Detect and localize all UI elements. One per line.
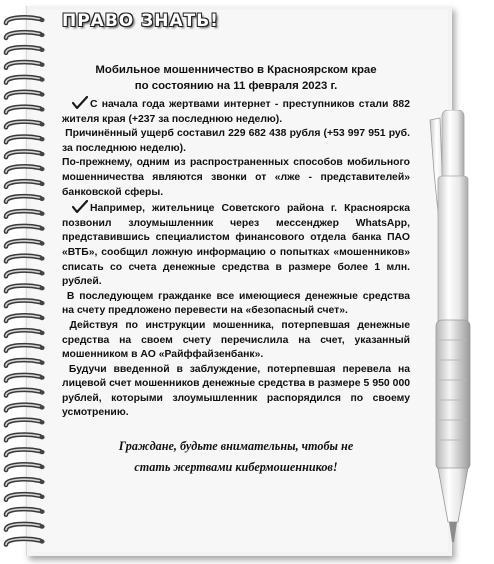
binding-hole [39, 122, 44, 126]
binding-hole [39, 256, 44, 260]
heading-line-2: по состоянию на 11 февраля 2023 г. [134, 80, 338, 92]
checkmark-icon [72, 96, 88, 109]
paragraph-7 [62, 363, 410, 421]
closing-line-1: Граждане, будьте внимательны, чтобы не [118, 439, 354, 454]
binding-hole [39, 241, 44, 245]
binding-hole [39, 63, 44, 67]
binding-hole [39, 48, 44, 52]
paragraph-2-text: Причинённый ущерб составил 229 682 438 рубля (+53 997 951 руб. за последнюю неделю). [62, 128, 410, 154]
paragraph-4-text: Например, жительнице Советского района г. Красноярска позвонил злоумышленник через мессенджер WhatsApp, представившись специалистом финансового отдела банка ПАО «ВТБ», сообщил ложную информацию о попытках «мошенников» списать со счета денежные средства в размере более 1 млн. рублей. [62, 203, 410, 288]
paragraph-5 [62, 290, 410, 319]
binding-hole [39, 480, 44, 484]
spiral-binding-icon [0, 14, 50, 554]
binding-hole [39, 182, 44, 186]
binding-hole [39, 495, 44, 499]
binding-hole [39, 420, 44, 424]
binding-hole [39, 212, 44, 216]
binding-hole [39, 271, 44, 275]
binding-hole [39, 197, 44, 201]
paragraph-2 [62, 127, 410, 156]
binding-hole [39, 331, 44, 335]
binding-hole [39, 301, 44, 305]
paragraph-6 [62, 319, 410, 363]
binding-hole [39, 465, 44, 469]
heading-line-1: Мобильное мошенничество в Красноярском крае [95, 64, 377, 76]
binding-hole [39, 450, 44, 454]
paragraph-5-text: В последующем гражданке все имеющиеся денежные средства на счету предложено перевести на «безопасный счет». [62, 290, 411, 317]
paragraph-6-text: Действуя по инструкции мошенника, потерпевшая денежные средства на своем счету перечислила на счет, указанный мошенником в АО «Райффайзенбанк». [62, 319, 411, 361]
binding-hole [39, 346, 44, 350]
header-title: ПРАВО ЗНАТЬ! [62, 11, 219, 31]
checkmark-icon [72, 200, 88, 213]
binding-hole [39, 33, 44, 37]
binding-hole [39, 510, 44, 514]
paragraph-3-text: По-прежнему, одним из распространенных способов мобильного мошенничества являются звонки от «лже - представителей» банковской сферы. [62, 157, 410, 198]
binding-hole [39, 92, 44, 96]
binding-hole [39, 77, 44, 81]
binding-hole [39, 435, 44, 439]
pen-icon [418, 110, 484, 550]
closing-line-2: стать жертвами кибермошенников! [134, 460, 338, 475]
binding-hole [39, 286, 44, 290]
binding-hole [39, 390, 44, 394]
paragraph-1 [62, 96, 410, 127]
binding-hole [39, 361, 44, 365]
spiral-rings-svg [0, 14, 50, 554]
binding-hole [39, 107, 44, 111]
binding-hole [39, 405, 44, 409]
binding-hole [39, 18, 44, 22]
binding-hole [39, 167, 44, 171]
paragraph-1-text: С начала года жертвами интернет - преступников стали 882 жителя края (+237 за последнюю неделю). [62, 99, 410, 125]
paragraph-3 [62, 156, 410, 200]
binding-hole [39, 524, 44, 528]
binding-hole [39, 137, 44, 141]
binding-hole [39, 226, 44, 230]
paragraph-4 [62, 200, 410, 290]
paragraph-7-text: Будучи введенной в заблуждение, потерпевшая перевела на лицевой счет мошенников денежные средства в размере 5 950 000 рублей, которыми злоумышленник распорядился по своему усмотрению. [62, 363, 410, 419]
closing-appeal [62, 436, 410, 478]
binding-hole [39, 152, 44, 156]
document-heading [62, 62, 410, 94]
document-body [62, 62, 410, 478]
binding-hole [39, 375, 44, 379]
binding-hole [39, 316, 44, 320]
binding-hole [39, 539, 44, 543]
